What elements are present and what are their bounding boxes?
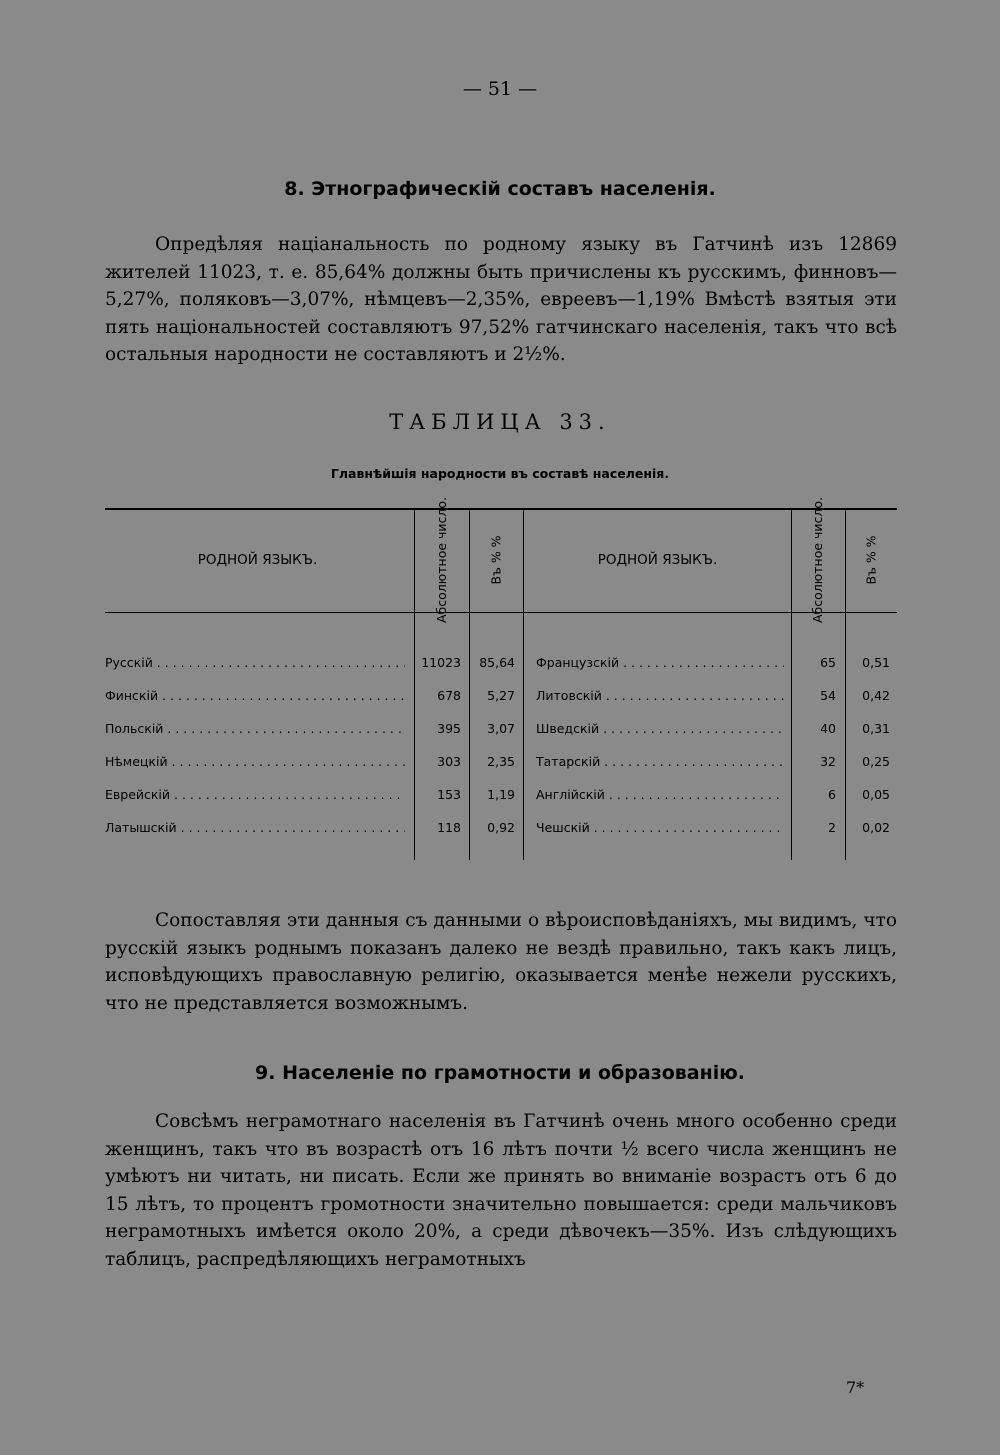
row-language: Русскій . . .	[105, 655, 405, 670]
section-9-paragraph	[105, 1108, 897, 1273]
header-percent-right: Въ % %	[863, 535, 879, 585]
row-language: Чешскій . . .	[536, 820, 784, 835]
row-language: Латышскій . . .	[105, 820, 405, 835]
row-absolute: 54	[820, 688, 836, 703]
row-language: Финскій . . .	[105, 688, 405, 703]
header-percent-left: Въ % %	[488, 535, 504, 585]
page-number: — 51 —	[462, 78, 538, 100]
row-percent: 3,07	[487, 721, 515, 736]
row-absolute: 11023	[421, 655, 461, 670]
row-absolute: 6	[828, 787, 836, 802]
row-percent: 0,31	[862, 721, 890, 736]
row-percent: 1,19	[487, 787, 515, 802]
header-language-left: РОДНОЙ ЯЗЫКЪ.	[197, 552, 318, 568]
row-absolute: 118	[437, 820, 461, 835]
row-absolute: 2	[828, 820, 836, 835]
row-percent: 85,64	[479, 655, 515, 670]
row-language: Нѣмецкій . . .	[105, 754, 405, 769]
signature-mark: 7*	[846, 1378, 865, 1397]
header-absolute-left: Абсолютное число.	[434, 496, 449, 624]
row-absolute: 65	[820, 655, 836, 670]
row-language: Англійскій . . .	[536, 787, 784, 802]
table-title: ТАБЛИЦА 33.	[389, 410, 611, 434]
row-absolute: 395	[437, 721, 461, 736]
section-8-text: Опредѣляя націанальность по родному языку въ Гатчинѣ изъ 12869 жителей 11023, т. е. 85,64% должны быть причислены къ русскимъ, финновъ—5,27%, поляковъ—3,07%, нѣмцевъ—2,35%, евреевъ—1,19% Вмѣстѣ взятыя эти пять національностей составляютъ 97,52% гатчинскаго населенія, такъ что всѣ остальныя народности не составляютъ и 2½%.	[105, 234, 897, 365]
row-percent: 2,35	[487, 754, 515, 769]
row-percent: 0,05	[862, 787, 890, 802]
row-absolute: 32	[820, 754, 836, 769]
row-percent: 0,02	[862, 820, 890, 835]
table-header-rule	[105, 612, 897, 613]
row-language: Литовскій . . .	[536, 688, 784, 703]
table-top-rule	[105, 508, 897, 510]
row-percent: 0,92	[487, 820, 515, 835]
section-9-title: 9. Населеніе по грамотности и образованію.	[255, 1062, 745, 1084]
row-absolute: 303	[437, 754, 461, 769]
row-percent: 0,51	[862, 655, 890, 670]
row-absolute: 678	[437, 688, 461, 703]
row-language: Польскій . . .	[105, 721, 405, 736]
table-subtitle: Главнѣйшія народности въ составѣ населенія.	[330, 466, 670, 481]
section-9-text: Совсѣмъ неграмотнаго населенія въ Гатчинѣ очень много особенно среди женщинъ, такъ что въ возрастѣ отъ 16 лѣтъ почти ½ всего числа женщинъ не умѣютъ ни читать, ни писать. Если же принять во вниманіе возрастъ отъ 6 до 15 лѣтъ, то процентъ громотности значительно повышается: среди мальчиковъ неграмотныхъ имѣется около 20%, а среди дѣвочекъ—35%. Изъ слѣдующихъ таблицъ, распредѣляющихъ неграмотныхъ	[105, 1111, 897, 1270]
row-percent: 0,25	[862, 754, 890, 769]
row-language: Французскій . . .	[536, 655, 784, 670]
comparison-text: Сопоставляя эти данныя съ данными о вѣроисповѣданіяхъ, мы видимъ, что русскій языкъ роднымъ показанъ далеко не вездѣ правильно, такъ какъ лицъ, исповѣдующихъ православную религію, оказывается менѣе нежели русскихъ, что не представляется возможнымъ.	[105, 910, 897, 1014]
section-8-title: 8. Этнографическій составъ населенія.	[284, 178, 716, 200]
row-absolute: 40	[820, 721, 836, 736]
row-language: Шведскій . . .	[536, 721, 784, 736]
comparison-paragraph	[105, 907, 897, 1017]
header-language-right: РОДНОЙ ЯЗЫКЪ.	[597, 552, 718, 568]
row-language: Татарскій . . .	[536, 754, 784, 769]
row-absolute: 153	[437, 787, 461, 802]
header-absolute-right: Абсолютное число.	[810, 496, 826, 624]
row-language: Еврейскій . . .	[105, 787, 405, 802]
row-percent: 0,42	[862, 688, 890, 703]
section-8-paragraph	[105, 231, 897, 369]
row-percent: 5,27	[487, 688, 515, 703]
